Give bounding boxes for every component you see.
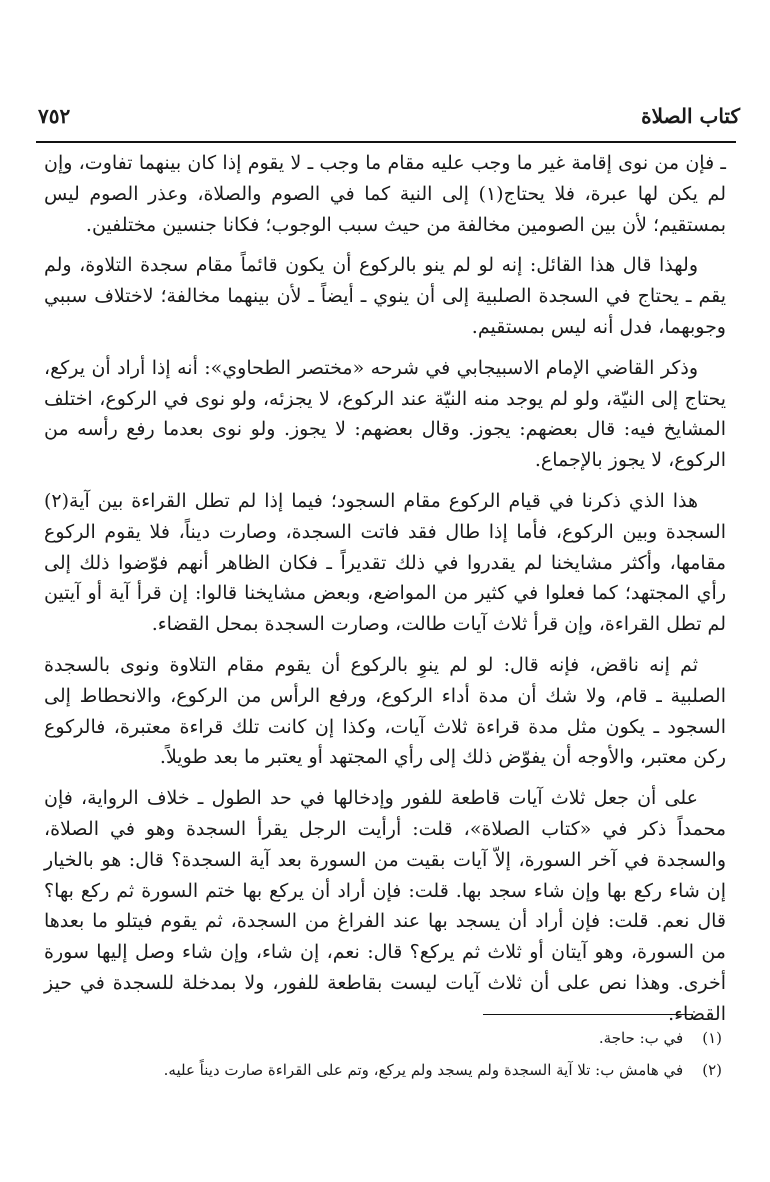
footnote-text: في هامش ب: تلا آية السجدة ولم يسجد ولم يركع، وتم على القراءة صارت ديناً عليه. — [163, 1061, 684, 1079]
paragraph: ـ فإن من نوى إقامة غير ما وجب عليه مقام ما وجب ـ لا يقوم إذا كان بينهما تفاوت، وإن لم يكن لها عبرة، فلا يحتاج(١) إلى النية كما في الصوم والصلاة، وعذر الصوم ليس بمستقيم؛ لأن بين الصومين مخالفة من حيث سبب الوجوب؛ فكانا جنسين مختلفين. — [44, 152, 726, 236]
page-number: ٧٥٢ — [38, 104, 71, 128]
paragraph: ثم إنه ناقض، فإنه قال: لو لم ينوِ بالركوع أن يقوم مقام التلاوة ونوى بالسجدة الصلبية ـ قام، ولا شك أن مدة أداء الركوع، ورفع الرأس من الركوع، والانحطاط إلى السجود ـ يكون مثل مدة قراءة ثلاث آيات، وكذا إن كانت تلك قراءة معتبرة، فالركوع ركن معتبر، والأوجه أن يفوّض ذلك إلى رأي المجتهد أو يعتبر ما بعد طويلاً. — [44, 653, 726, 769]
footnote-rule — [483, 1014, 693, 1015]
book-title: كتاب الصلاة — [641, 104, 740, 128]
footnote-text: في ب: حاجة. — [598, 1029, 684, 1047]
footnote — [44, 1058, 722, 1082]
main-text — [44, 148, 726, 1040]
paragraph: هذا الذي ذكرنا في قيام الركوع مقام السجود؛ فيما إذا لم تطل القراءة بين آية(٢) السجدة وبين الركوع، فأما إذا طال فقد فاتت السجدة، وصارت ديناً، فلا يقوم الركوع مقامها، وأكثر مشايخنا لم يقدروا في ذلك تقديراً ـ فكان الظاهر أنهم فوّضوا ذلك إلى رأي المجتهد؛ كما فعلوا في كثير من المواضع، وبعض مشايخنا قالوا: إن قرأ آية أو آيتين لم تطل القراءة، وإن قرأ ثلاث آيات طالت، وصارت السجدة بمحل القضاء. — [44, 489, 726, 636]
footnote-number: (٢) — [702, 1061, 722, 1079]
header-rule — [36, 141, 736, 143]
footnotes — [44, 1022, 722, 1090]
footnote-number: (١) — [702, 1029, 722, 1047]
paragraph: وذكر القاضي الإمام الاسبيجابي في شرحه «مختصر الطحاوي»: أنه إذا أراد أن يركع، يحتاج إلى النيّة، ولو لم يوجد منه النيّة عند الركوع، لا يجزئه، ولو نوى في الركوع، اختلف المشايخ فيه: قال بعضهم: يجوز. وقال بعضهم: لا يجوز. ولو نوى بعدما رفع رأسه من الركوع، لا يجوز بالإجماع. — [44, 356, 726, 472]
footnote — [44, 1026, 722, 1050]
running-header — [38, 100, 740, 140]
paragraph: على أن جعل ثلاث آيات قاطعة للفور وإدخالها في حد الطول ـ خلاف الرواية، فإن محمداً ذكر في «كتاب الصلاة»، قلت: أرأيت الرجل يقرأ السجدة وهو في الصلاة، والسجدة في آخر السورة، إلاّ آيات بقيت من السورة بعد آية السجدة؟ قال: هو بالخيار إن شاء ركع بها وإن شاء سجد بها. قلت: فإن أراد أن يركع بها ختم السورة ثم ركع بها؟ قال نعم. قلت: فإن أراد أن يسجد بها عند الفراغ من السجدة، ثم يقوم فيتلو ما بعدها من السورة، وهو آيتان أو ثلاث ثم يركع؟ قال: نعم، إن شاء، وإن شاء وصل إليها سورة أخرى. وهذا نص على أن ثلاث آيات ليست بقاطعة للفور، ولا بمدخلة للسجدة في حيز القضاء. — [44, 787, 726, 1025]
paragraph: ولهذا قال هذا القائل: إنه لو لم ينو بالركوع أن يكون قائماً مقام سجدة التلاوة، ولم يقم ـ يحتاج في السجدة الصلبية إلى أن ينوي ـ أيضاً ـ لأن بينهما مخالفة؛ لاختلاف سببي وجوبهما، فدل أنه ليس بمستقيم. — [44, 254, 726, 338]
